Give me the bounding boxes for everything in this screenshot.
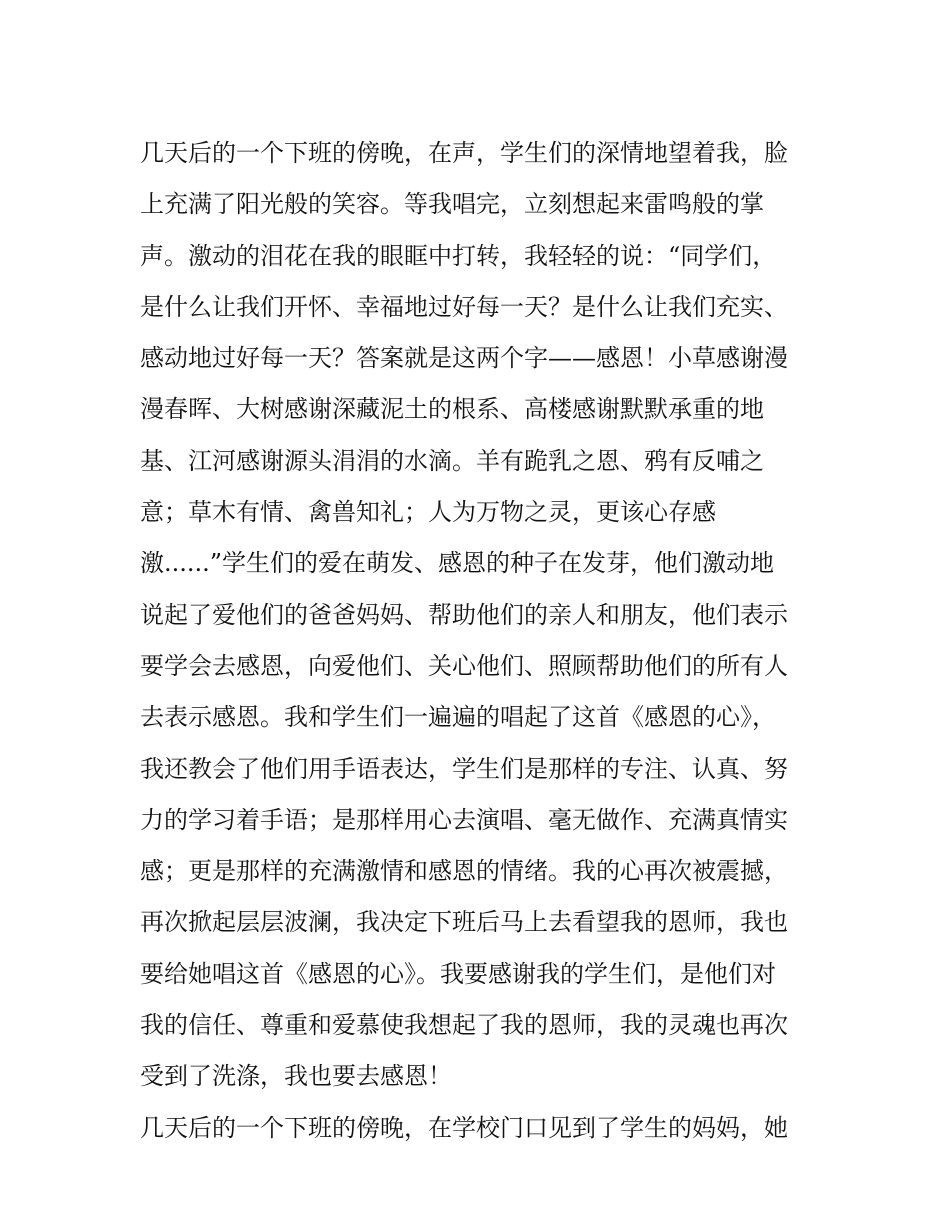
text-line: 是什么让我们开怀、幸福地过好每一天？是什么让我们充实、 [140, 292, 788, 321]
text-line: 声。激动的泪花在我的眼眶中打转，我轻轻的说：“同学们， [140, 241, 777, 270]
text-line: 上充满了阳光般的笑容。等我唱完，立刻想起来雷鸣般的掌 [140, 190, 764, 219]
text-line: 基、江河感谢源头涓涓的水滴。羊有跪乳之恩、鸦有反哺之 [140, 446, 764, 475]
text-line: 受到了洗涤，我也要去感恩！ [140, 1062, 452, 1091]
text-line: 几天后的一个下班的傍晚，在学校门口见到了学生的妈妈，她 [140, 1113, 788, 1142]
text-line: 几天后的一个下班的傍晚，在声，学生们的深情地望着我，脸 [140, 139, 788, 167]
text-line: 漫春晖、大树感谢深藏泥土的根系、高楼感谢默默承重的地 [140, 395, 764, 424]
text-line: 力的学习着手语；是那样用心去演唱、毫无做作、充满真情实 [140, 805, 788, 834]
text-line: 意；草木有情、禽兽知礼；人为万物之灵，更该心存感 [140, 498, 716, 527]
text-line: 感；更是那样的充满激情和感恩的情绪。我的心再次被震撼， [140, 857, 788, 886]
text-line: 要学会去感恩，向爱他们、关心他们、照顾帮助他们的所有人 [140, 651, 788, 680]
text-line: 去表示感恩。我和学生们一遍遍的唱起了这首《感恩的心》， [140, 703, 776, 732]
text-line: 说起了爱他们的爸爸妈妈、帮助他们的亲人和朋友，他们表示 [140, 600, 788, 629]
text-line: 要给她唱这首《感恩的心》。我要感谢我的学生们，是他们对 [140, 959, 776, 988]
text-line: 再次掀起层层波澜，我决定下班后马上去看望我的恩师，我也 [140, 908, 788, 937]
document-body [140, 128, 820, 1154]
text-line: 我的信任、尊重和爱慕使我想起了我的恩师，我的灵魂也再次 [140, 1011, 788, 1040]
text-line: 我还教会了他们用手语表达，学生们是那样的专注、认真、努 [140, 754, 788, 783]
text-line: 感动地过好每一天？答案就是这两个字——感恩！小草感谢漫 [140, 344, 788, 373]
text-line: 激......”学生们的爱在萌发、感恩的种子在发芽，他们激动地 [140, 549, 775, 578]
